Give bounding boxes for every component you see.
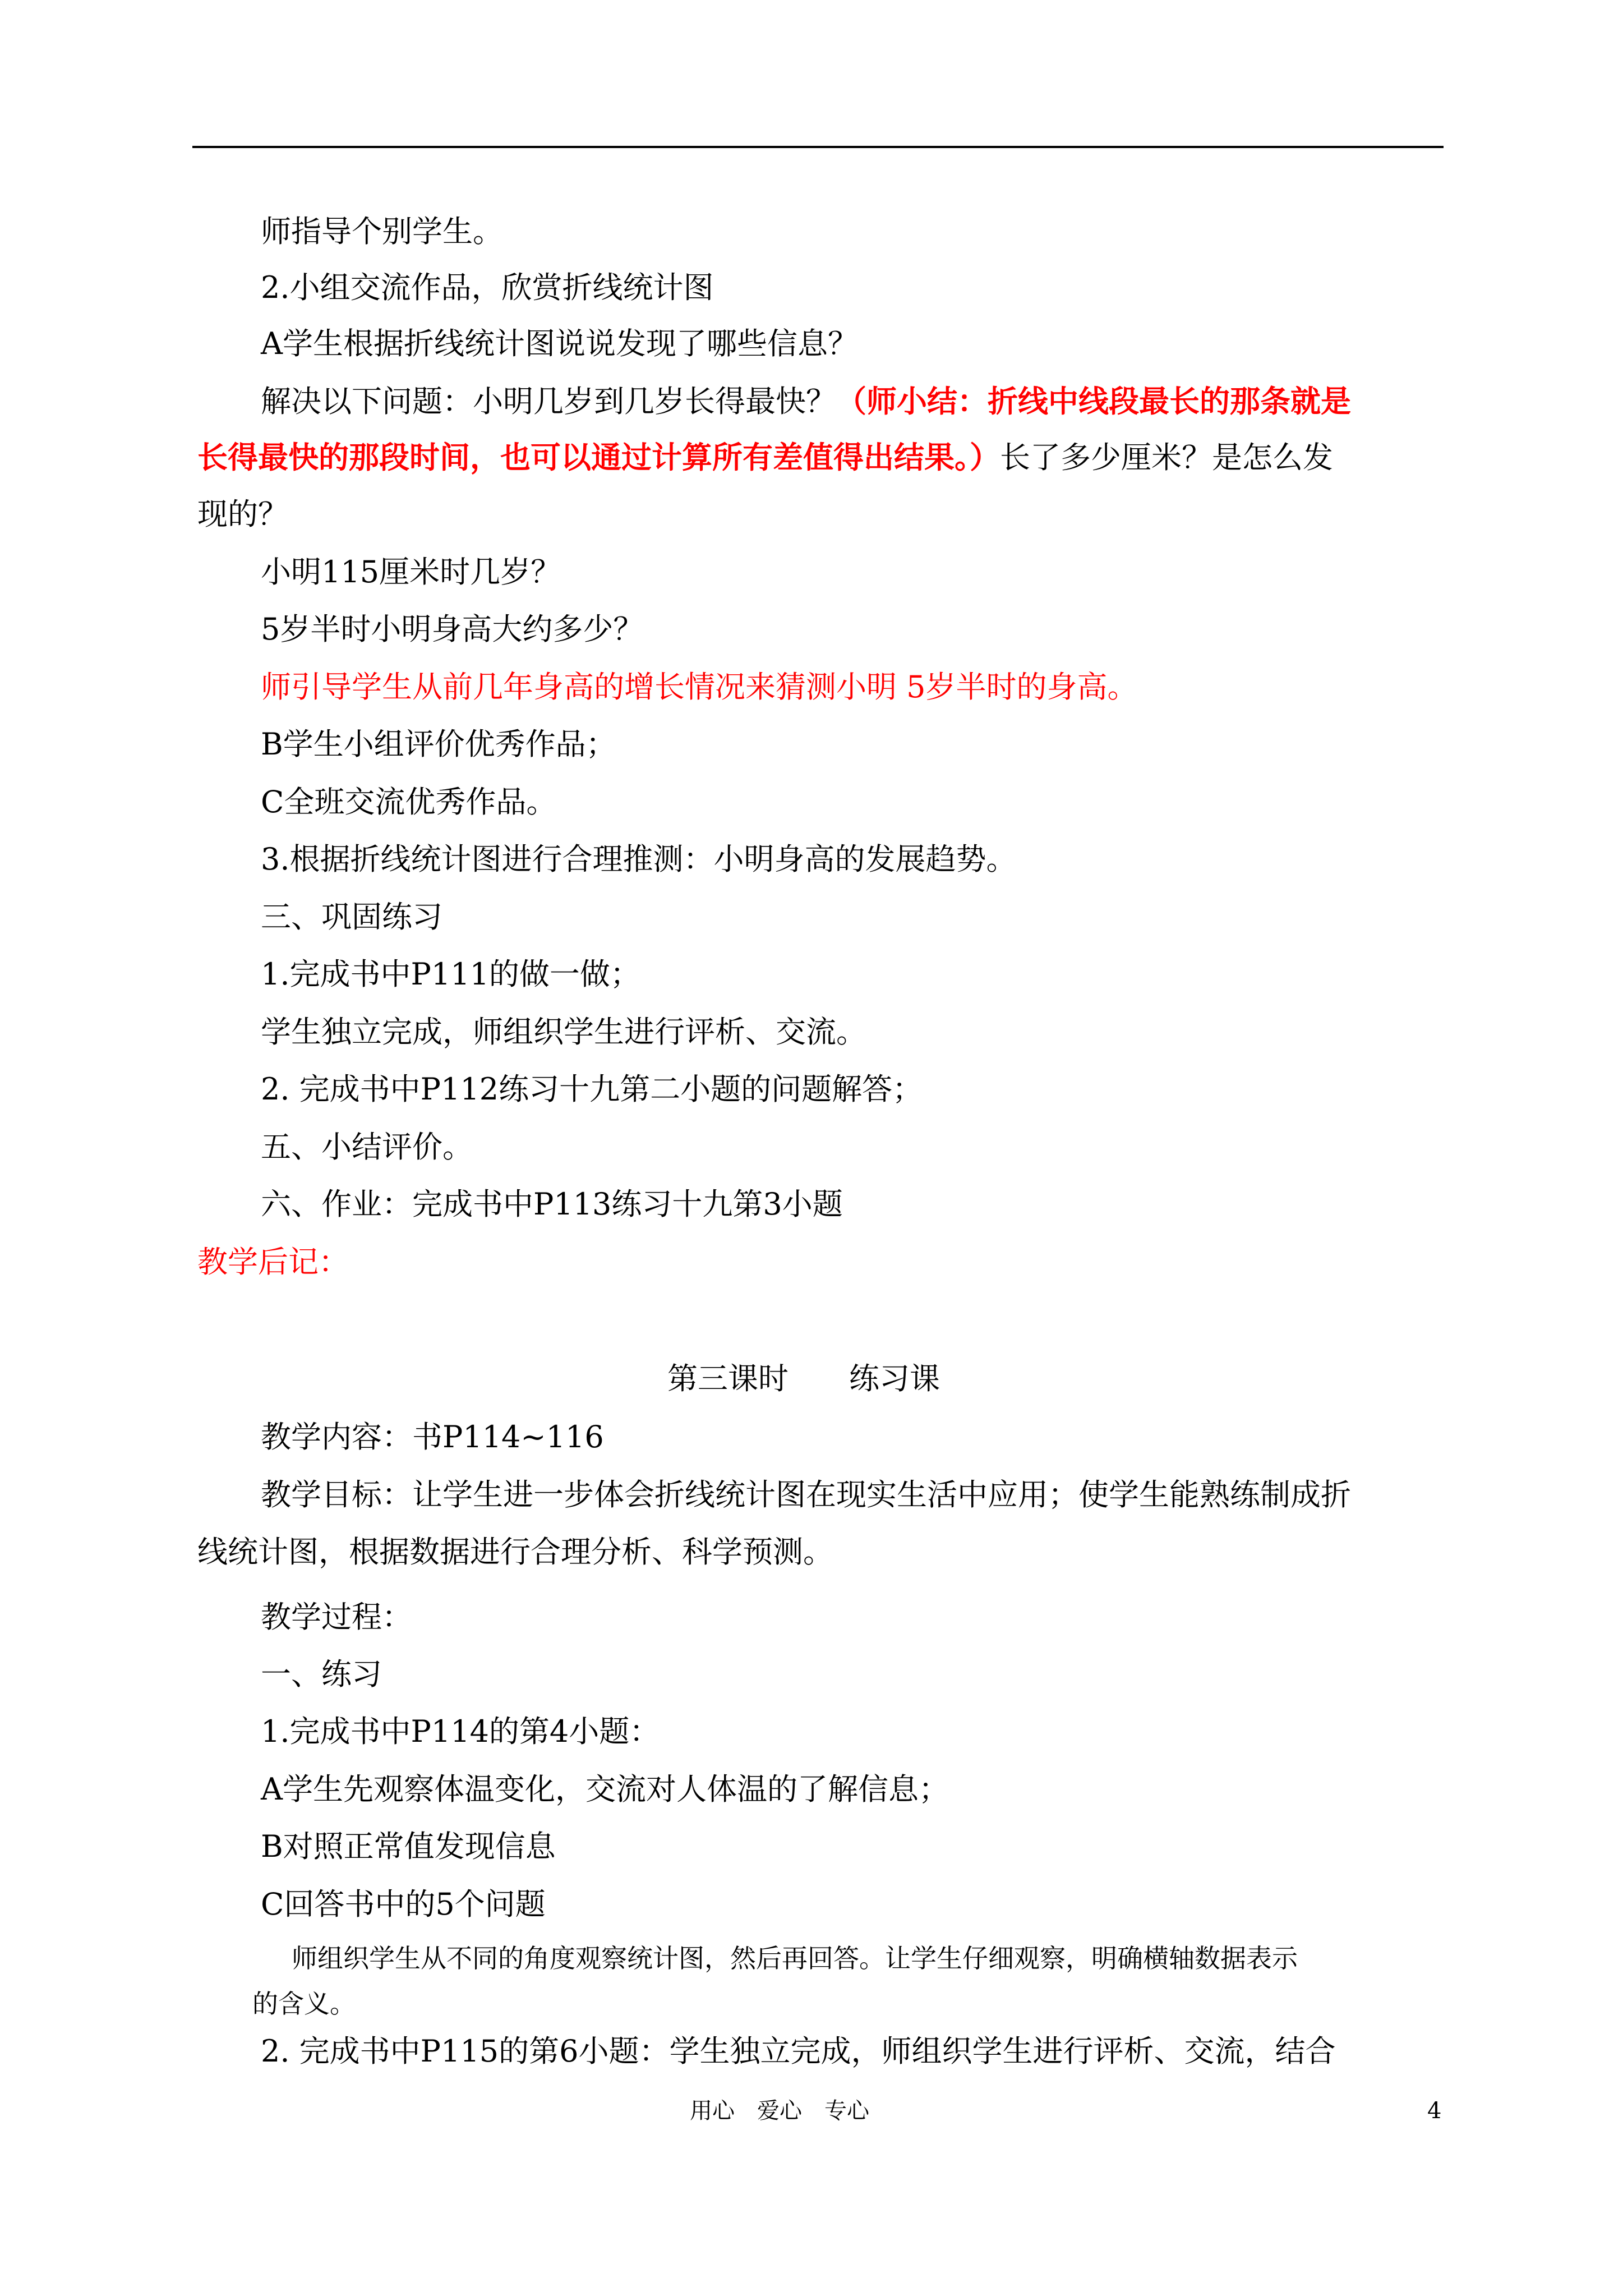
paragraph-step-b-normal: B对照正常值发现信息 (261, 1829, 556, 1864)
paragraph-question-115cm: 小明115厘米时几岁？ (261, 554, 561, 590)
section-heading-practice: 一、练习 (261, 1657, 382, 1692)
paragraph-teaching-goal-cont: 线统计图，根据数据进行合理分析、科学预测。 (197, 1534, 833, 1570)
paragraph-teaching-process: 教学过程： (261, 1599, 412, 1635)
paragraph-step-c-questions: C回答书中的5个问题 (261, 1887, 546, 1922)
growth-question-text: 长了多少厘米？是怎么发 (1000, 440, 1333, 475)
lesson-title: 第三课时 练习课 (667, 1361, 940, 1396)
paragraph-exercise-1: 1.完成书中P111的做一做； (261, 956, 640, 992)
teacher-summary-highlight-cont: 长得最快的那段时间，也可以通过计算所有差值得出结果。） (197, 439, 1000, 475)
paragraph-teacher-hint: 师引导学生从前几年身高的增长情况来猜测小明 5岁半时的身高。 (261, 669, 1138, 705)
section-heading-homework: 六、作业：完成书中P113练习十九第3小题 (261, 1186, 843, 1222)
header-rule (192, 146, 1444, 148)
paragraph-step-c: C全班交流优秀作品。 (261, 784, 557, 820)
solve-question-text: 解决以下问题：小明几岁到几岁长得最快？ (261, 384, 836, 419)
paragraph-exercise-2: 2. 完成书中P112练习十九第二小题的问题解答； (261, 1071, 923, 1107)
paragraph-teaching-goal: 教学目标：让学生进一步体会折线统计图在现实生活中应用；使学生能熟练制成折 (261, 1477, 1351, 1512)
paragraph-solve-problem-end: 现的？ (197, 496, 288, 532)
paragraph-solve-problem (261, 381, 1351, 421)
teaching-reflection-label: 教学后记： (197, 1244, 349, 1280)
teacher-summary-highlight: （师小结：折线中线段最长的那条就是 (836, 383, 1351, 419)
paragraph-step-b: B学生小组评价优秀作品； (261, 726, 616, 762)
section-heading-summary: 五、小结评价。 (261, 1129, 473, 1165)
paragraph-teacher-guide: 师指导个别学生。 (261, 214, 503, 249)
paragraph-independent-work: 学生独立完成，师组织学生进行评析、交流。 (261, 1014, 866, 1050)
paragraph-exercise-6: 2. 完成书中P115的第6小题：学生独立完成，师组织学生进行评析、交流，结合 (261, 2033, 1336, 2069)
paragraph-reasoning: 3.根据折线统计图进行合理推测：小明身高的发展趋势。 (261, 841, 1017, 877)
paragraph-solve-problem-cont (197, 438, 1333, 477)
paragraph-exercise-4: 1.完成书中P114的第4小题： (261, 1714, 660, 1749)
paragraph-teaching-content: 教学内容：书P114~116 (261, 1419, 604, 1455)
section-heading-consolidation: 三、巩固练习 (261, 899, 442, 935)
paragraph-teacher-observation: 师组织学生从不同的角度观察统计图，然后再回答。让学生仔细观察，明确横轴数据表示 (292, 1943, 1298, 1973)
paragraph-group-exchange: 2.小组交流作品，欣赏折线统计图 (261, 270, 714, 305)
footer-motto: 用心 爱心 专心 (690, 2098, 869, 2124)
paragraph-teacher-observation-cont: 的含义。 (252, 1989, 356, 2019)
page-number: 4 (1427, 2098, 1442, 2124)
paragraph-step-a: A学生根据折线统计图说说发现了哪些信息？ (261, 326, 858, 361)
paragraph-step-a-temperature: A学生先观察体温变化，交流对人体温的了解信息； (261, 1772, 949, 1807)
paragraph-question-5-5-years: 5岁半时小明身高大约多少？ (261, 611, 644, 647)
